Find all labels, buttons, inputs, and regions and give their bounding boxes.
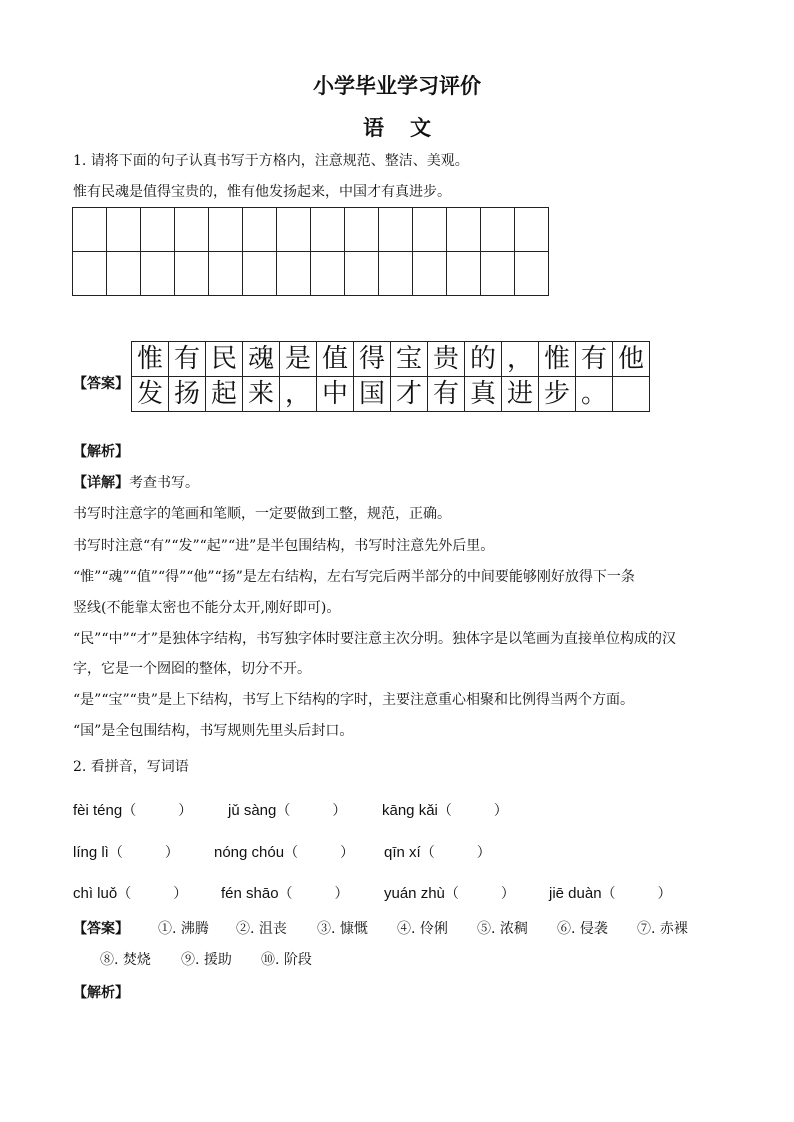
pinyin-item: qīn xí（ ） [384,844,491,861]
q1-line: “民”“中”“才”是独体字结构，书写独字体时要注意主次分明。独体字是以笔画为直接单位构成的汉 [73,631,676,647]
answer-cell: 步 [539,377,576,412]
grid-cell [379,208,413,252]
pinyin-item: jǔ sàng（ ） [228,802,347,819]
q2-answer: ⑧. 焚烧 [100,952,151,968]
pinyin-item: chì luǒ（ ） [73,885,188,902]
answer-cell: 进 [502,377,539,412]
answer-cell: 惟 [132,342,169,377]
grid-cell [277,252,311,296]
pinyin-item: fèi téng（ ） [73,802,193,819]
q1-line: “惟”“魂”“值”“得”“他”“扬”是左右结构，左右写完后两半部分的中间要能够刚好放得下一条 [73,569,635,585]
q2-answer: ⑥. 侵袭 [557,921,608,937]
q1-analysis-label: 【解析】 [73,444,129,460]
grid-cell [141,208,175,252]
grid-cell [141,252,175,296]
q1-prompt: 1. 请将下面的句子认真书写于方格内，注意规范、整洁、美观。 [73,153,469,169]
grid-cell [209,252,243,296]
answer-cell: 贵 [428,342,465,377]
pinyin-item: fén shāo（ ） [221,885,349,902]
answer-grid [131,341,650,412]
grid-cell [175,252,209,296]
q1-answer-label: 【答案】 [73,376,129,392]
q1-sentence: 惟有民魂是值得宝贵的，惟有他发扬起来，中国才有真进步。 [73,184,451,200]
answer-cell: ， [280,377,317,412]
q1-line: 书写时注意字的笔画和笔顺，一定要做到工整，规范，正确。 [73,506,451,522]
pinyin-item: kāng kǎi（ ） [382,802,508,819]
q1-line: 字，它是一个囫囵的整体，切分不开。 [73,661,311,677]
grid-cell [379,252,413,296]
answer-cell: 得 [354,342,391,377]
grid-cell [413,208,447,252]
grid-cell [481,208,515,252]
q1-line: 书写时注意“有”“发”“起”“进”是半包围结构，书写时注意先外后里。 [73,538,495,554]
answer-cell: 才 [391,377,428,412]
pinyin-item: jiē duàn（ ） [549,885,672,902]
page-title: 小学毕业学习评价 [313,73,481,98]
answer-cell: 的 [465,342,502,377]
q1-line: “国”是全包围结构，书写规则先里头后封口。 [73,723,354,739]
q2-answer: ③. 慷慨 [317,921,368,937]
q1-line: 竖线(不能靠太密也不能分太开,刚好即可)。 [73,600,341,616]
answer-cell: 魂 [243,342,280,377]
answer-cell: 民 [206,342,243,377]
grid-cell [311,208,345,252]
grid-cell [107,252,141,296]
answer-cell: 发 [132,377,169,412]
q2-answer: ①. 沸腾 [158,921,209,937]
q1-line: “是”“宝”“贵”是上下结构，书写上下结构的字时，主要注意重心相聚和比例得当两个方面。 [73,692,634,708]
answer-cell: 真 [465,377,502,412]
grid-cell [73,208,107,252]
answer-cell: 值 [317,342,354,377]
q2-answer: ⑨. 援助 [181,952,232,968]
answer-cell: 中 [317,377,354,412]
grid-cell [515,252,549,296]
q2-analysis-label: 【解析】 [73,985,129,1001]
grid-cell [345,252,379,296]
grid-cell [413,252,447,296]
page-subtitle: 语文 [363,115,457,140]
answer-cell: 来 [243,377,280,412]
answer-cell: 宝 [391,342,428,377]
answer-cell [613,377,650,412]
q2-answer: ②. 沮丧 [236,921,287,937]
answer-cell: 扬 [169,377,206,412]
answer-cell: 有 [576,342,613,377]
q1-detail-label: 【详解】 [73,475,129,491]
q2-answer: ⑩. 阶段 [261,952,312,968]
grid-cell [243,252,277,296]
q1-detail [73,473,199,493]
answer-cell: 有 [428,377,465,412]
grid-cell [209,208,243,252]
grid-cell [481,252,515,296]
grid-cell [447,208,481,252]
q2-prompt: 2. 看拼音，写词语 [73,759,189,775]
pinyin-item: líng lì（ ） [73,844,179,861]
grid-cell [515,208,549,252]
answer-cell: 是 [280,342,317,377]
q1-detail-text: 考查书写。 [129,475,199,491]
grid-cell [175,208,209,252]
q2-answer: ⑦. 赤裸 [637,921,688,937]
grid-cell [243,208,277,252]
answer-cell: ， [502,342,539,377]
q2-answer-label: 【答案】 [73,921,129,937]
pinyin-item: yuán zhù（ ） [384,885,515,902]
writing-grid [72,207,549,296]
grid-cell [447,252,481,296]
grid-cell [277,208,311,252]
answer-cell: 。 [576,377,613,412]
answer-cell: 有 [169,342,206,377]
answer-cell: 他 [613,342,650,377]
answer-cell: 起 [206,377,243,412]
grid-cell [73,252,107,296]
answer-cell: 国 [354,377,391,412]
grid-cell [107,208,141,252]
grid-cell [311,252,345,296]
q2-answer: ⑤. 浓稠 [477,921,528,937]
q2-answer: ④. 伶俐 [397,921,448,937]
grid-cell [345,208,379,252]
pinyin-item: nóng chóu（ ） [214,844,355,861]
answer-cell: 惟 [539,342,576,377]
